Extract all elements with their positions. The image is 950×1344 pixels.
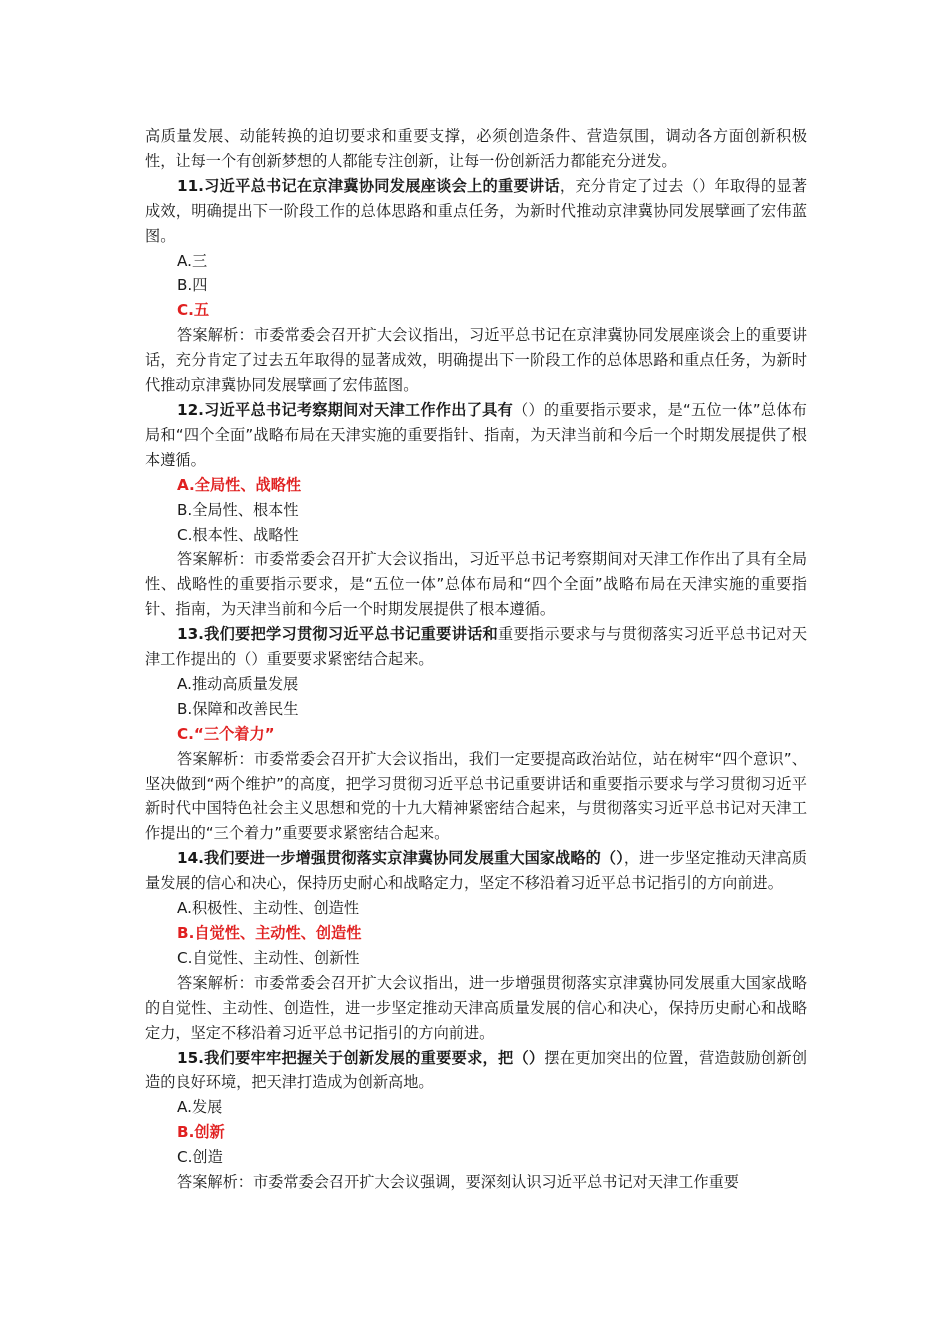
question-stem	[145, 174, 807, 249]
question-block	[145, 622, 807, 846]
question-stem-text: 摆在更加突出的位置，营造鼓励创新创造的良好环境，把天津打造成为创新高地。	[145, 1048, 808, 1092]
option-c: C.创造	[177, 1148, 223, 1167]
question-stem-text: （）的重要指示要求，是“五位一体”总体布局和“四个全面”战略布局在天津实施的重要指针、指南，为天津当前和今后一个时期发展提供了根本遵循。	[145, 400, 807, 469]
question-stem-bold: 14.我们要进一步增强贯彻落实京津冀协同发展重大国家战略的（）	[177, 849, 624, 868]
question-stem-text: 重要指示要求与与贯彻落实习近平总书记对天津工作提出的（）重要要求紧密结合起来。	[145, 625, 808, 669]
question-stem	[145, 398, 807, 473]
question-stem-bold: 12.习近平总书记考察期间对天津工作作出了具有	[177, 400, 514, 419]
option-c: C.自觉性、主动性、创新性	[177, 948, 360, 967]
question-stem-bold: 11.习近平总书记在京津冀协同发展座谈会上的重要讲话	[177, 176, 560, 195]
option-c-correct: C.“三个着力”	[177, 724, 275, 743]
option-a: A.积极性、主动性、创造性	[177, 899, 360, 918]
option-a: A.推动高质量发展	[177, 674, 299, 693]
answer-explanation: 答案解析：市委常委会召开扩大会议指出，我们一定要提高政治站位，站在树牢“四个意识”、坚决做到“两个维护”的高度，把学习贯彻习近平总书记重要讲话和重要指示要求与学习贯彻习近平新时代中国特色社会主义思想和党的十九大精神紧密结合起来，与贯彻落实习近平总书记对天津工作提出的“三个着力”重要要求紧密结合起来。	[145, 749, 807, 843]
option-b: B.四	[177, 276, 208, 295]
question-block	[145, 174, 807, 398]
intro-paragraph: 高质量发展、动能转换的迫切要求和重要支撑，必须创造条件、营造氛围，调动各方面创新积极性，让每一个有创新梦想的人都能专注创新，让每一份创新活力都能充分迸发。	[145, 127, 807, 170]
answer-explanation: 答案解析：市委常委会召开扩大会议指出，进一步增强贯彻落实京津冀协同发展重大国家战略的自觉性、主动性、创造性，进一步坚定推动天津高质量发展的信心和决心，保持历史耐心和战略定力，坚定不移沿着习近平总书记指引的方向前进。	[145, 973, 807, 1042]
document-body	[145, 124, 807, 1195]
answer-explanation: 答案解析：市委常委会召开扩大会议指出，习近平总书记在京津冀协同发展座谈会上的重要讲话，充分肯定了过去五年取得的显著成效，明确提出下一阶段工作的总体思路和重点任务，为新时代推动京津冀协同发展擘画了宏伟蓝图。	[145, 326, 807, 395]
question-stem	[145, 1046, 807, 1096]
option-b-correct: B.创新	[177, 1123, 225, 1142]
question-stem	[145, 622, 807, 672]
question-block	[145, 398, 807, 622]
question-stem-text: ，充分肯定了过去（）年取得的显著成效，明确提出下一阶段工作的总体思路和重点任务，为新时代推动京津冀协同发展擘画了宏伟蓝图。	[145, 176, 808, 245]
option-a: A.三	[177, 251, 208, 270]
question-stem	[145, 846, 807, 896]
option-b-correct: B.自觉性、主动性、创造性	[177, 924, 362, 942]
option-b: B.全局性、根本性	[177, 500, 299, 519]
question-block	[145, 846, 807, 1045]
option-b: B.保障和改善民生	[177, 699, 299, 718]
question-stem-bold: 15.我们要牢牢把握关于创新发展的重要要求，把（）	[177, 1048, 545, 1067]
question-stem-text: ，进一步坚定推动天津高质量发展的信心和决心，保持历史耐心和战略定力，坚定不移沿着习近平总书记指引的方向前进。	[145, 849, 808, 893]
answer-explanation: 答案解析：市委常委会召开扩大会议指出，习近平总书记考察期间对天津工作作出了具有全局性、战略性的重要指示要求，是“五位一体”总体布局和“四个全面”战略布局在天津实施的重要指针、指南，为天津当前和今后一个时期发展提供了根本遵循。	[145, 550, 807, 619]
option-a: A.发展	[177, 1098, 223, 1117]
option-c-correct: C.五	[177, 301, 210, 320]
option-a-correct: A.全局性、战略性	[177, 475, 302, 494]
question-block	[145, 1046, 807, 1195]
answer-explanation: 答案解析：市委常委会召开扩大会议强调，要深刻认识习近平总书记对天津工作重要	[177, 1173, 739, 1192]
option-c: C.根本性、战略性	[177, 525, 299, 544]
question-stem-bold: 13.我们要把学习贯彻习近平总书记重要讲话和	[177, 625, 498, 644]
